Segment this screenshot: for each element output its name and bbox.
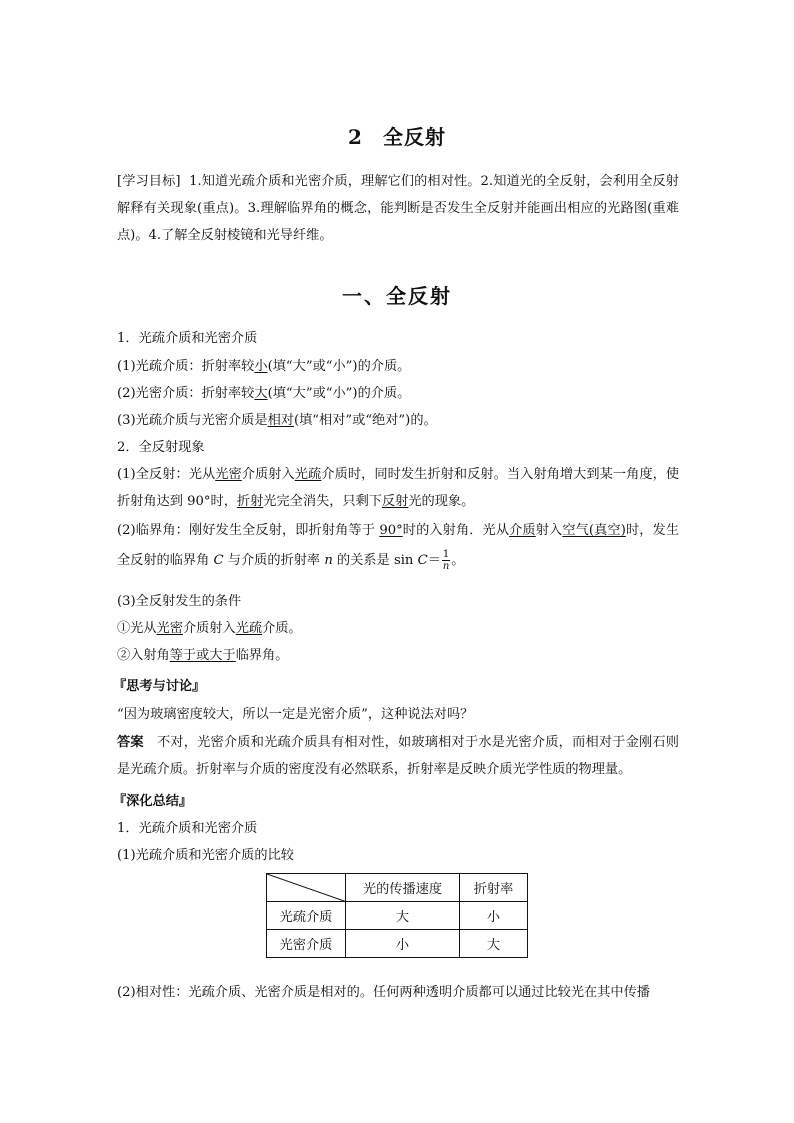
para-total-reflection: (1)全反射：光从光密介质射入光疏介质时，同时发生折射和反射。当入射角增大到某一角度，使折射角达到 90°时，折射光完全消失，只剩下反射光的现象。 [117, 467, 680, 509]
table-cell: 大 [346, 902, 460, 930]
table-cell: 大 [460, 930, 528, 958]
answer-blank: 大 [254, 386, 268, 401]
table-row [267, 930, 528, 958]
fraction-1-over-n: $\frac{1}{n}$ [442, 549, 450, 572]
summary-heading-2: (1)光疏介质和光密介质的比较 [117, 848, 294, 863]
section-title: 一、全反射 [342, 284, 452, 308]
relativity-line: (2)相对性：光疏介质、光密介质是相对的。任何两种透明介质都可以通过比较光在其中传播 [117, 985, 650, 1000]
table-header: 光的传播速度 [346, 874, 460, 902]
learning-objectives [117, 168, 679, 249]
heading-summary: 『深化总结』 [113, 794, 193, 809]
objectives-label: [学习目标] [117, 174, 181, 189]
line-sparse-medium: (1)光疏介质：折射率较小(填“大”或“小”)的介质。 [117, 359, 411, 374]
table-row-label: 光疏介质 [267, 902, 346, 930]
answer-label: 答案 [117, 735, 144, 750]
heading-media: 1．光疏介质和光密介质 [117, 331, 258, 346]
diagonal-line [267, 874, 347, 902]
line-condition-2: ②入射角等于或大于临界角。 [117, 648, 289, 663]
think-answer: 答案 不对，光密介质和光疏介质具有相对性，如玻璃相对于水是光密介质，而相对于金刚石则是光疏介质。折射率与介质的密度没有必然联系，折射率是反映介质光学性质的物理量。 [117, 735, 679, 777]
table-header-row [267, 874, 528, 902]
line-dense-medium: (2)光密介质：折射率较大(填“大”或“小”)的介质。 [117, 386, 411, 401]
para-critical-angle: (2)临界角：刚好发生全反射，即折射角等于 90°时的入射角．光从介质射入空气(真空)时，发生全反射的临界角 C 与介质的折射率 n 的关系是 sin C＝ $\frac{1}{n}$ 。 [117, 523, 680, 572]
page-title [0, 121, 794, 150]
title-number: 2 [348, 125, 363, 149]
line-conditions: (3)全反射发生的条件 [117, 594, 242, 609]
table-row-label: 光密介质 [267, 930, 346, 958]
table-row [267, 902, 528, 930]
title-text: 全反射 [382, 125, 446, 149]
comparison-table [266, 873, 528, 958]
line-relativity: (3)光疏介质与光密介质是相对(填“相对”或“绝对”)的。 [117, 413, 437, 428]
answer-blank: 相对 [267, 413, 294, 428]
line-condition-1: ①光从光密介质射入光疏介质。 [117, 621, 302, 636]
think-question: “因为玻璃密度较大，所以一定是光密介质”，这种说法对吗？ [117, 707, 474, 722]
objectives-text: 1.知道光疏介质和光密介质，理解它们的相对性。2.知道光的全反射，会利用全反射解释有关现象(重点)。3.理解临界角的概念，能判断是否发生全反射并能画出相应的光路图(重难点)。4.了解全反射棱镜和光导纤维。 [117, 174, 679, 243]
summary-heading-1: 1．光疏介质和光密介质 [117, 821, 258, 836]
table-corner-cell [267, 874, 346, 902]
table-header: 折射率 [460, 874, 528, 902]
answer-blank: 小 [254, 359, 268, 374]
heading-think-discuss: 『思考与讨论』 [113, 679, 206, 694]
table-cell: 小 [460, 902, 528, 930]
heading-total-reflection: 2．全反射现象 [117, 440, 205, 455]
table-cell: 小 [346, 930, 460, 958]
